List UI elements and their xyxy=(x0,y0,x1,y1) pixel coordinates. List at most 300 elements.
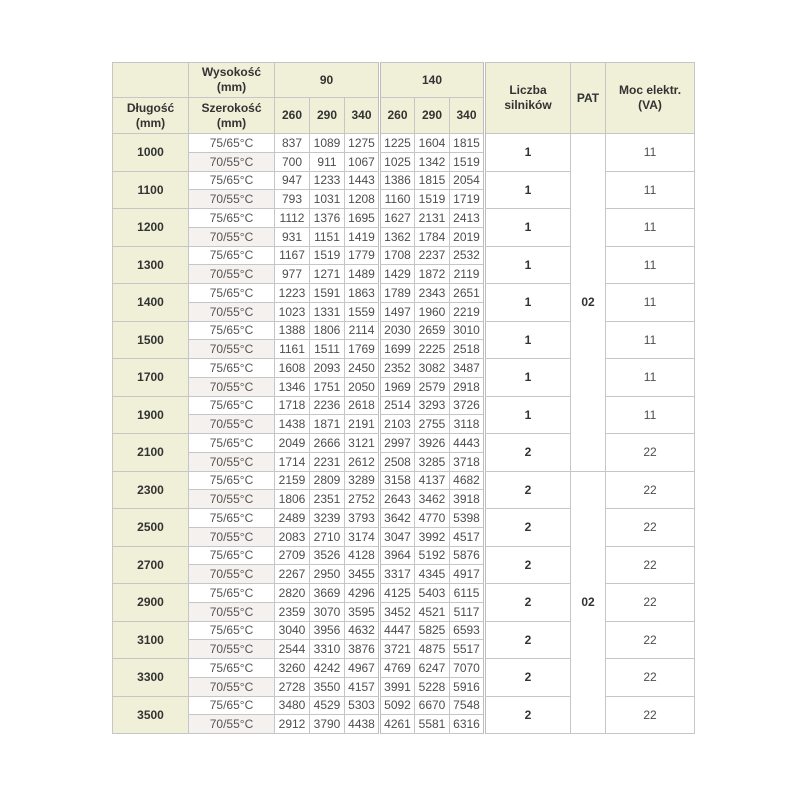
power-value-cell: 1167 xyxy=(275,246,310,265)
length-cell: 2900 xyxy=(113,584,189,622)
power-value-cell: 5403 xyxy=(415,584,450,603)
motor-count-cell: 2 xyxy=(485,434,571,472)
power-value-cell: 3790 xyxy=(310,715,345,734)
power-value-cell: 4128 xyxy=(345,546,380,565)
power-value-cell: 1714 xyxy=(275,452,310,471)
power-value-cell: 2083 xyxy=(275,527,310,546)
power-value-cell: 1031 xyxy=(310,190,345,209)
power-value-cell: 1719 xyxy=(450,190,485,209)
power-value-cell: 6247 xyxy=(415,659,450,678)
radiator-spec-table xyxy=(112,62,695,734)
power-value-cell: 3595 xyxy=(345,602,380,621)
power-value-cell: 1779 xyxy=(345,246,380,265)
table-row xyxy=(113,659,695,678)
temp-regime-cell: 75/65°C xyxy=(189,209,275,228)
power-value-cell: 2612 xyxy=(345,452,380,471)
power-value-cell: 3289 xyxy=(345,471,380,490)
power-value-cell: 3455 xyxy=(345,565,380,584)
width-header: Szerokość (mm) xyxy=(189,98,275,134)
electric-power-cell: 11 xyxy=(606,209,695,247)
power-value-cell: 6316 xyxy=(450,715,485,734)
group-140-header: 140 xyxy=(380,63,485,98)
power-value-cell: 1419 xyxy=(345,227,380,246)
power-value-cell: 2643 xyxy=(380,490,415,509)
electric-power-cell: 22 xyxy=(606,434,695,472)
temp-regime-cell: 75/65°C xyxy=(189,246,275,265)
length-cell: 2300 xyxy=(113,471,189,509)
temp-regime-cell: 75/65°C xyxy=(189,171,275,190)
table-row xyxy=(113,284,695,303)
length-cell: 1900 xyxy=(113,396,189,434)
power-value-cell: 2352 xyxy=(380,359,415,378)
power-value-cell: 4157 xyxy=(345,677,380,696)
power-value-cell: 3082 xyxy=(415,359,450,378)
table-row xyxy=(113,171,695,190)
power-value-cell: 1789 xyxy=(380,284,415,303)
power-value-cell: 2049 xyxy=(275,434,310,453)
power-value-cell: 1872 xyxy=(415,265,450,284)
power-value-cell: 1784 xyxy=(415,227,450,246)
power-value-cell: 2709 xyxy=(275,546,310,565)
width-290-90-header: 290 xyxy=(310,98,345,134)
electric-power-cell: 22 xyxy=(606,696,695,734)
power-value-cell: 5876 xyxy=(450,546,485,565)
power-value-cell: 4443 xyxy=(450,434,485,453)
power-value-cell: 1331 xyxy=(310,302,345,321)
temp-regime-cell: 75/65°C xyxy=(189,621,275,640)
motor-count-cell: 2 xyxy=(485,621,571,659)
length-cell: 1300 xyxy=(113,246,189,284)
electric-power-cell: 22 xyxy=(606,546,695,584)
electric-power-cell: 22 xyxy=(606,584,695,622)
temp-regime-cell: 70/55°C xyxy=(189,340,275,359)
power-value-cell: 2019 xyxy=(450,227,485,246)
electric-power-cell: 22 xyxy=(606,659,695,697)
electric-power-cell: 22 xyxy=(606,621,695,659)
power-value-cell: 3293 xyxy=(415,396,450,415)
power-value-cell: 1806 xyxy=(275,490,310,509)
power-value-cell: 3174 xyxy=(345,527,380,546)
motor-count-cell: 2 xyxy=(485,696,571,734)
length-cell: 1400 xyxy=(113,284,189,322)
length-cell: 3300 xyxy=(113,659,189,697)
power-value-cell: 1497 xyxy=(380,302,415,321)
power-value-cell: 1067 xyxy=(345,152,380,171)
temp-regime-cell: 70/55°C xyxy=(189,602,275,621)
power-value-cell: 3642 xyxy=(380,509,415,528)
length-cell: 1000 xyxy=(113,134,189,172)
power-value-cell: 1151 xyxy=(310,227,345,246)
power-value-cell: 2093 xyxy=(310,359,345,378)
power-value-cell: 1023 xyxy=(275,302,310,321)
power-value-cell: 2489 xyxy=(275,509,310,528)
temp-regime-cell: 70/55°C xyxy=(189,640,275,659)
power-value-cell: 1362 xyxy=(380,227,415,246)
group-90-header: 90 xyxy=(275,63,380,98)
power-value-cell: 1376 xyxy=(310,209,345,228)
power-value-cell: 1863 xyxy=(345,284,380,303)
power-value-cell: 3964 xyxy=(380,546,415,565)
power-value-cell: 2666 xyxy=(310,434,345,453)
power-value-cell: 2809 xyxy=(310,471,345,490)
electric-power-cell: 22 xyxy=(606,471,695,509)
power-value-cell: 3926 xyxy=(415,434,450,453)
corner-cell xyxy=(113,63,189,98)
temp-regime-cell: 75/65°C xyxy=(189,434,275,453)
width-340-140-header: 340 xyxy=(450,98,485,134)
power-value-cell: 1604 xyxy=(415,134,450,153)
power-value-cell: 5916 xyxy=(450,677,485,696)
power-value-cell: 931 xyxy=(275,227,310,246)
power-value-cell: 1275 xyxy=(345,134,380,153)
power-value-cell: 2508 xyxy=(380,452,415,471)
electric-power-cell: 11 xyxy=(606,171,695,209)
power-value-cell: 4967 xyxy=(345,659,380,678)
temp-regime-cell: 70/55°C xyxy=(189,715,275,734)
power-value-cell: 2820 xyxy=(275,584,310,603)
power-value-cell: 4447 xyxy=(380,621,415,640)
temp-regime-cell: 75/65°C xyxy=(189,584,275,603)
motor-count-cell: 1 xyxy=(485,359,571,397)
power-value-cell: 5825 xyxy=(415,621,450,640)
power-value-cell: 1223 xyxy=(275,284,310,303)
power-value-cell: 3462 xyxy=(415,490,450,509)
power-value-cell: 2755 xyxy=(415,415,450,434)
length-cell: 1700 xyxy=(113,359,189,397)
power-value-cell: 1815 xyxy=(415,171,450,190)
motor-count-cell: 1 xyxy=(485,284,571,322)
power-value-cell: 977 xyxy=(275,265,310,284)
power-value-cell: 1806 xyxy=(310,321,345,340)
electric-power-cell: 11 xyxy=(606,246,695,284)
temp-regime-cell: 70/55°C xyxy=(189,527,275,546)
table-row xyxy=(113,359,695,378)
power-value-cell: 4917 xyxy=(450,565,485,584)
power-value-cell: 700 xyxy=(275,152,310,171)
power-value-cell: 2651 xyxy=(450,284,485,303)
electric-power-cell: 11 xyxy=(606,284,695,322)
temp-regime-cell: 70/55°C xyxy=(189,265,275,284)
power-value-cell: 5117 xyxy=(450,602,485,621)
power-value-cell: 3158 xyxy=(380,471,415,490)
power-value-cell: 1225 xyxy=(380,134,415,153)
power-value-cell: 2351 xyxy=(310,490,345,509)
power-value-cell: 4261 xyxy=(380,715,415,734)
power-value-cell: 2030 xyxy=(380,321,415,340)
height-header: Wysokość (mm) xyxy=(189,63,275,98)
temp-regime-cell: 70/55°C xyxy=(189,490,275,509)
power-value-cell: 1769 xyxy=(345,340,380,359)
power-value-cell: 2413 xyxy=(450,209,485,228)
pat-header: PAT xyxy=(571,63,606,134)
temp-regime-cell: 75/65°C xyxy=(189,321,275,340)
motor-count-cell: 1 xyxy=(485,209,571,247)
power-value-cell: 3992 xyxy=(415,527,450,546)
temp-regime-cell: 70/55°C xyxy=(189,415,275,434)
motor-count-cell: 1 xyxy=(485,321,571,359)
power-value-cell: 3285 xyxy=(415,452,450,471)
power-value-cell: 1627 xyxy=(380,209,415,228)
power-value-cell: 3918 xyxy=(450,490,485,509)
length-cell: 1200 xyxy=(113,209,189,247)
power-value-cell: 2114 xyxy=(345,321,380,340)
temp-regime-cell: 75/65°C xyxy=(189,509,275,528)
power-value-cell: 3669 xyxy=(310,584,345,603)
temp-regime-cell: 75/65°C xyxy=(189,659,275,678)
pat-cell: 02 xyxy=(571,134,606,472)
table-row xyxy=(113,434,695,453)
power-value-cell: 1815 xyxy=(450,134,485,153)
motor-count-cell: 2 xyxy=(485,546,571,584)
power-value-cell: 1608 xyxy=(275,359,310,378)
power-value-cell: 1386 xyxy=(380,171,415,190)
electric-power-cell: 11 xyxy=(606,321,695,359)
power-value-cell: 3793 xyxy=(345,509,380,528)
length-cell: 3500 xyxy=(113,696,189,734)
width-260-140-header: 260 xyxy=(380,98,415,134)
power-value-cell: 6593 xyxy=(450,621,485,640)
power-value-cell: 3480 xyxy=(275,696,310,715)
power-value-cell: 2710 xyxy=(310,527,345,546)
power-value-cell: 3487 xyxy=(450,359,485,378)
power-value-cell: 793 xyxy=(275,190,310,209)
table-row xyxy=(113,471,695,490)
motor-count-cell: 2 xyxy=(485,659,571,697)
table-row xyxy=(113,246,695,265)
power-value-cell: 3040 xyxy=(275,621,310,640)
table-row xyxy=(113,696,695,715)
electric-power-header: Moc elektr. (VA) xyxy=(606,63,695,134)
power-value-cell: 1233 xyxy=(310,171,345,190)
power-value-cell: 2518 xyxy=(450,340,485,359)
table-row xyxy=(113,584,695,603)
power-value-cell: 3876 xyxy=(345,640,380,659)
power-value-cell: 3550 xyxy=(310,677,345,696)
power-value-cell: 4521 xyxy=(415,602,450,621)
power-value-cell: 5192 xyxy=(415,546,450,565)
temp-regime-cell: 70/55°C xyxy=(189,152,275,171)
table-row xyxy=(113,134,695,153)
temp-regime-cell: 75/65°C xyxy=(189,359,275,378)
power-value-cell: 2544 xyxy=(275,640,310,659)
power-value-cell: 2359 xyxy=(275,602,310,621)
power-value-cell: 3010 xyxy=(450,321,485,340)
power-value-cell: 2532 xyxy=(450,246,485,265)
length-cell: 2100 xyxy=(113,434,189,472)
power-value-cell: 2912 xyxy=(275,715,310,734)
temp-regime-cell: 75/65°C xyxy=(189,134,275,153)
temp-regime-cell: 70/55°C xyxy=(189,302,275,321)
power-value-cell: 1342 xyxy=(415,152,450,171)
electric-power-cell: 22 xyxy=(606,509,695,547)
power-value-cell: 4682 xyxy=(450,471,485,490)
power-value-cell: 1708 xyxy=(380,246,415,265)
power-value-cell: 1969 xyxy=(380,377,415,396)
power-value-cell: 1388 xyxy=(275,321,310,340)
power-value-cell: 2659 xyxy=(415,321,450,340)
power-value-cell: 2054 xyxy=(450,171,485,190)
power-value-cell: 2225 xyxy=(415,340,450,359)
power-value-cell: 3121 xyxy=(345,434,380,453)
power-value-cell: 4296 xyxy=(345,584,380,603)
power-value-cell: 5228 xyxy=(415,677,450,696)
table-row xyxy=(113,621,695,640)
temp-regime-cell: 75/65°C xyxy=(189,546,275,565)
temp-regime-cell: 70/55°C xyxy=(189,565,275,584)
motor-count-cell: 1 xyxy=(485,134,571,172)
power-value-cell: 1346 xyxy=(275,377,310,396)
motor-count-header: Liczba silników xyxy=(485,63,571,134)
length-cell: 2700 xyxy=(113,546,189,584)
power-value-cell: 2191 xyxy=(345,415,380,434)
motor-count-cell: 2 xyxy=(485,584,571,622)
power-value-cell: 2618 xyxy=(345,396,380,415)
power-value-cell: 5303 xyxy=(345,696,380,715)
power-value-cell: 2050 xyxy=(345,377,380,396)
width-290-140-header: 290 xyxy=(415,98,450,134)
power-value-cell: 3726 xyxy=(450,396,485,415)
power-value-cell: 2267 xyxy=(275,565,310,584)
length-cell: 1500 xyxy=(113,321,189,359)
power-value-cell: 1699 xyxy=(380,340,415,359)
power-value-cell: 3956 xyxy=(310,621,345,640)
temp-regime-cell: 70/55°C xyxy=(189,452,275,471)
power-value-cell: 4125 xyxy=(380,584,415,603)
length-cell: 1100 xyxy=(113,171,189,209)
temp-regime-cell: 75/65°C xyxy=(189,396,275,415)
power-value-cell: 5517 xyxy=(450,640,485,659)
power-value-cell: 2728 xyxy=(275,677,310,696)
power-value-cell: 3317 xyxy=(380,565,415,584)
power-value-cell: 5398 xyxy=(450,509,485,528)
power-value-cell: 4769 xyxy=(380,659,415,678)
power-value-cell: 4345 xyxy=(415,565,450,584)
power-value-cell: 3721 xyxy=(380,640,415,659)
power-value-cell: 6670 xyxy=(415,696,450,715)
table-body xyxy=(113,134,695,734)
power-value-cell: 2103 xyxy=(380,415,415,434)
electric-power-cell: 11 xyxy=(606,396,695,434)
power-value-cell: 3260 xyxy=(275,659,310,678)
table-row xyxy=(113,321,695,340)
temp-regime-cell: 75/65°C xyxy=(189,284,275,303)
power-value-cell: 2219 xyxy=(450,302,485,321)
power-value-cell: 911 xyxy=(310,152,345,171)
power-value-cell: 1519 xyxy=(415,190,450,209)
power-value-cell: 2343 xyxy=(415,284,450,303)
power-value-cell: 1718 xyxy=(275,396,310,415)
power-value-cell: 1025 xyxy=(380,152,415,171)
power-value-cell: 1112 xyxy=(275,209,310,228)
power-value-cell: 3047 xyxy=(380,527,415,546)
power-value-cell: 3718 xyxy=(450,452,485,471)
motor-count-cell: 1 xyxy=(485,246,571,284)
table-row xyxy=(113,546,695,565)
power-value-cell: 2997 xyxy=(380,434,415,453)
temp-regime-cell: 70/55°C xyxy=(189,227,275,246)
power-value-cell: 3118 xyxy=(450,415,485,434)
power-value-cell: 2950 xyxy=(310,565,345,584)
power-value-cell: 1438 xyxy=(275,415,310,434)
power-value-cell: 2231 xyxy=(310,452,345,471)
power-value-cell: 2514 xyxy=(380,396,415,415)
power-value-cell: 4137 xyxy=(415,471,450,490)
power-value-cell: 947 xyxy=(275,171,310,190)
table-row xyxy=(113,396,695,415)
table-header xyxy=(113,63,695,134)
motor-count-cell: 2 xyxy=(485,471,571,509)
power-value-cell: 1429 xyxy=(380,265,415,284)
length-header: Długość (mm) xyxy=(113,98,189,134)
table-row xyxy=(113,509,695,528)
power-value-cell: 1161 xyxy=(275,340,310,359)
motor-count-cell: 2 xyxy=(485,509,571,547)
temp-regime-cell: 75/65°C xyxy=(189,696,275,715)
power-value-cell: 1089 xyxy=(310,134,345,153)
power-value-cell: 1591 xyxy=(310,284,345,303)
temp-regime-cell: 75/65°C xyxy=(189,471,275,490)
power-value-cell: 4517 xyxy=(450,527,485,546)
power-value-cell: 2237 xyxy=(415,246,450,265)
temp-regime-cell: 70/55°C xyxy=(189,377,275,396)
table-row xyxy=(113,209,695,228)
power-value-cell: 3452 xyxy=(380,602,415,621)
electric-power-cell: 11 xyxy=(606,359,695,397)
power-value-cell: 837 xyxy=(275,134,310,153)
power-value-cell: 4438 xyxy=(345,715,380,734)
power-value-cell: 1695 xyxy=(345,209,380,228)
power-value-cell: 4242 xyxy=(310,659,345,678)
width-260-90-header: 260 xyxy=(275,98,310,134)
power-value-cell: 2450 xyxy=(345,359,380,378)
power-value-cell: 4529 xyxy=(310,696,345,715)
power-value-cell: 3239 xyxy=(310,509,345,528)
power-value-cell: 1208 xyxy=(345,190,380,209)
power-value-cell: 2918 xyxy=(450,377,485,396)
power-value-cell: 5581 xyxy=(415,715,450,734)
power-value-cell: 6115 xyxy=(450,584,485,603)
electric-power-cell: 11 xyxy=(606,134,695,172)
power-value-cell: 4632 xyxy=(345,621,380,640)
power-value-cell: 2236 xyxy=(310,396,345,415)
motor-count-cell: 1 xyxy=(485,171,571,209)
power-value-cell: 3526 xyxy=(310,546,345,565)
power-value-cell: 1519 xyxy=(450,152,485,171)
temp-regime-cell: 70/55°C xyxy=(189,190,275,209)
temp-regime-cell: 70/55°C xyxy=(189,677,275,696)
power-value-cell: 2119 xyxy=(450,265,485,284)
power-value-cell: 2752 xyxy=(345,490,380,509)
power-value-cell: 1511 xyxy=(310,340,345,359)
power-value-cell: 1519 xyxy=(310,246,345,265)
power-value-cell: 3310 xyxy=(310,640,345,659)
pat-cell: 02 xyxy=(571,471,606,734)
power-value-cell: 1271 xyxy=(310,265,345,284)
power-value-cell: 3991 xyxy=(380,677,415,696)
power-value-cell: 1751 xyxy=(310,377,345,396)
power-value-cell: 5092 xyxy=(380,696,415,715)
power-value-cell: 1443 xyxy=(345,171,380,190)
length-cell: 3100 xyxy=(113,621,189,659)
power-value-cell: 1871 xyxy=(310,415,345,434)
power-value-cell: 4770 xyxy=(415,509,450,528)
length-cell: 2500 xyxy=(113,509,189,547)
width-340-90-header: 340 xyxy=(345,98,380,134)
motor-count-cell: 1 xyxy=(485,396,571,434)
power-value-cell: 4875 xyxy=(415,640,450,659)
power-value-cell: 2579 xyxy=(415,377,450,396)
power-value-cell: 1489 xyxy=(345,265,380,284)
